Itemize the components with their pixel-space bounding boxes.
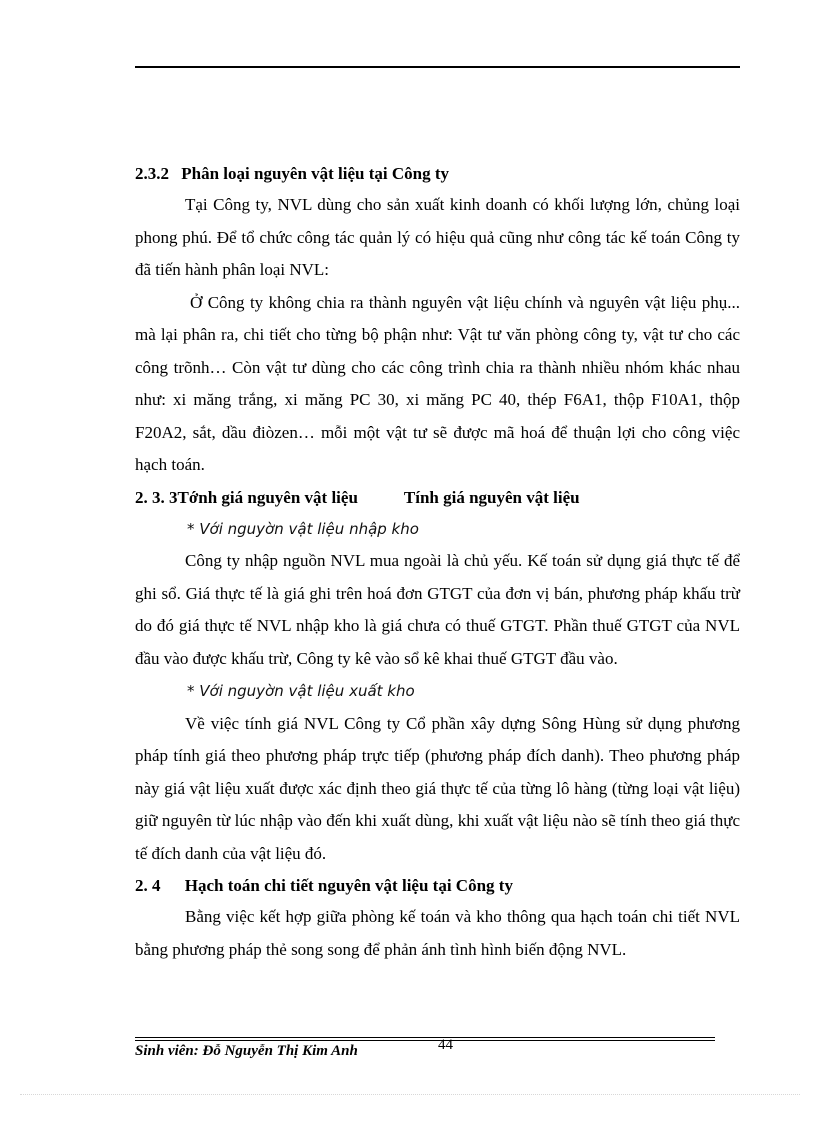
section-title: Tớnh giá nguyên vật liệu bbox=[177, 487, 358, 507]
section-number: 2. 3. 3 bbox=[135, 487, 178, 507]
footer-rule bbox=[135, 1040, 715, 1041]
document-body bbox=[135, 158, 740, 966]
paragraph: Bằng việc kết hợp giữa phòng kế toán và kho thông qua hạch toán chi tiết NVL bằng phương pháp thẻ song song để phản ánh tình hình biến động NVL. bbox=[135, 907, 740, 959]
section-number: 2. 4 bbox=[135, 876, 161, 895]
section-number: 2.3.2 bbox=[135, 164, 169, 183]
section-heading-2-3-2 bbox=[135, 158, 740, 189]
subsection-note: * Với nguyờn vật liệu nhập kho bbox=[187, 519, 419, 538]
page-number: 44 bbox=[438, 1037, 453, 1053]
footer-author: Sinh viên: Đỗ Nguyễn Thị Kim Anh bbox=[135, 1043, 358, 1059]
section-title-duplicate: Tính giá nguyên vật liệu bbox=[403, 487, 580, 507]
header-rule bbox=[135, 66, 740, 68]
paragraph: Công ty nhập nguồn NVL mua ngoài là chủ yếu. Kế toán sử dụng giá thực tế để ghi sổ. Giá thực tế là giá ghi trên hoá đơn GTGT của đơn vị bán, phương pháp khấu trừ do đó giá thực tế NVL nhập kho là giá chưa có thuế GTGT. Phần thuế GTGT của NVL đầu vào được khấu trừ, Công ty kê vào sổ kê khai thuế GTGT đầu vào. bbox=[135, 551, 740, 668]
paragraph: Ở Công ty không chia ra thành nguyên vật liệu chính và nguyên vật liệu phụ... mà lại phân ra, chi tiết cho từng bộ phận như: Vật tư văn phòng công ty, vật tư cho các công trõnh… Còn vật tư dùng cho các công trình chia ra thành nhiều nhóm khác nhau như: xi măng trắng, xi măng PC 30, xi măng PC 40, thép F6A1, thộp F10A1, thộp F20A2, sắt, dầu điòzen… mỗi một vật tư sẽ được mã hoá để thuận lợi cho công việc hạch toán. bbox=[135, 292, 740, 474]
paragraph: Tại Công ty, NVL dùng cho sản xuất kinh doanh có khối lượng lớn, chủng loại phong phú. Để tổ chức công tác quản lý có hiệu quả cũng như công tác kế toán Công ty đã tiến hành phân loại NVL: bbox=[135, 195, 740, 279]
section-heading-2-3-3 bbox=[135, 482, 740, 513]
page-footer bbox=[135, 1037, 735, 1060]
subsection-note: * Với nguyờn vật liệu xuất kho bbox=[187, 682, 415, 700]
section-heading-2-4 bbox=[135, 870, 740, 901]
footer-rule bbox=[135, 1037, 715, 1038]
section-title: Hạch toán chi tiết nguyên vật liệu tại Công ty bbox=[184, 876, 513, 895]
paragraph: Về việc tính giá NVL Công ty Cổ phần xây dựng Sông Hùng sử dụng phương pháp tính giá theo phương pháp trực tiếp (phương pháp đích danh). Theo phương pháp này giá vật liệu xuất được xác định theo giá thực tế của từng lô hàng (từng loại vật liệu) giữ nguyên từ lúc nhập vào đến khi xuất dùng, khi xuất vật liệu nào sẽ tính theo giá thực tế đích danh của vật liệu đó. bbox=[135, 713, 740, 863]
section-title: Phân loại nguyên vật liệu tại Công ty bbox=[181, 164, 450, 183]
page-boundary bbox=[20, 1094, 800, 1095]
